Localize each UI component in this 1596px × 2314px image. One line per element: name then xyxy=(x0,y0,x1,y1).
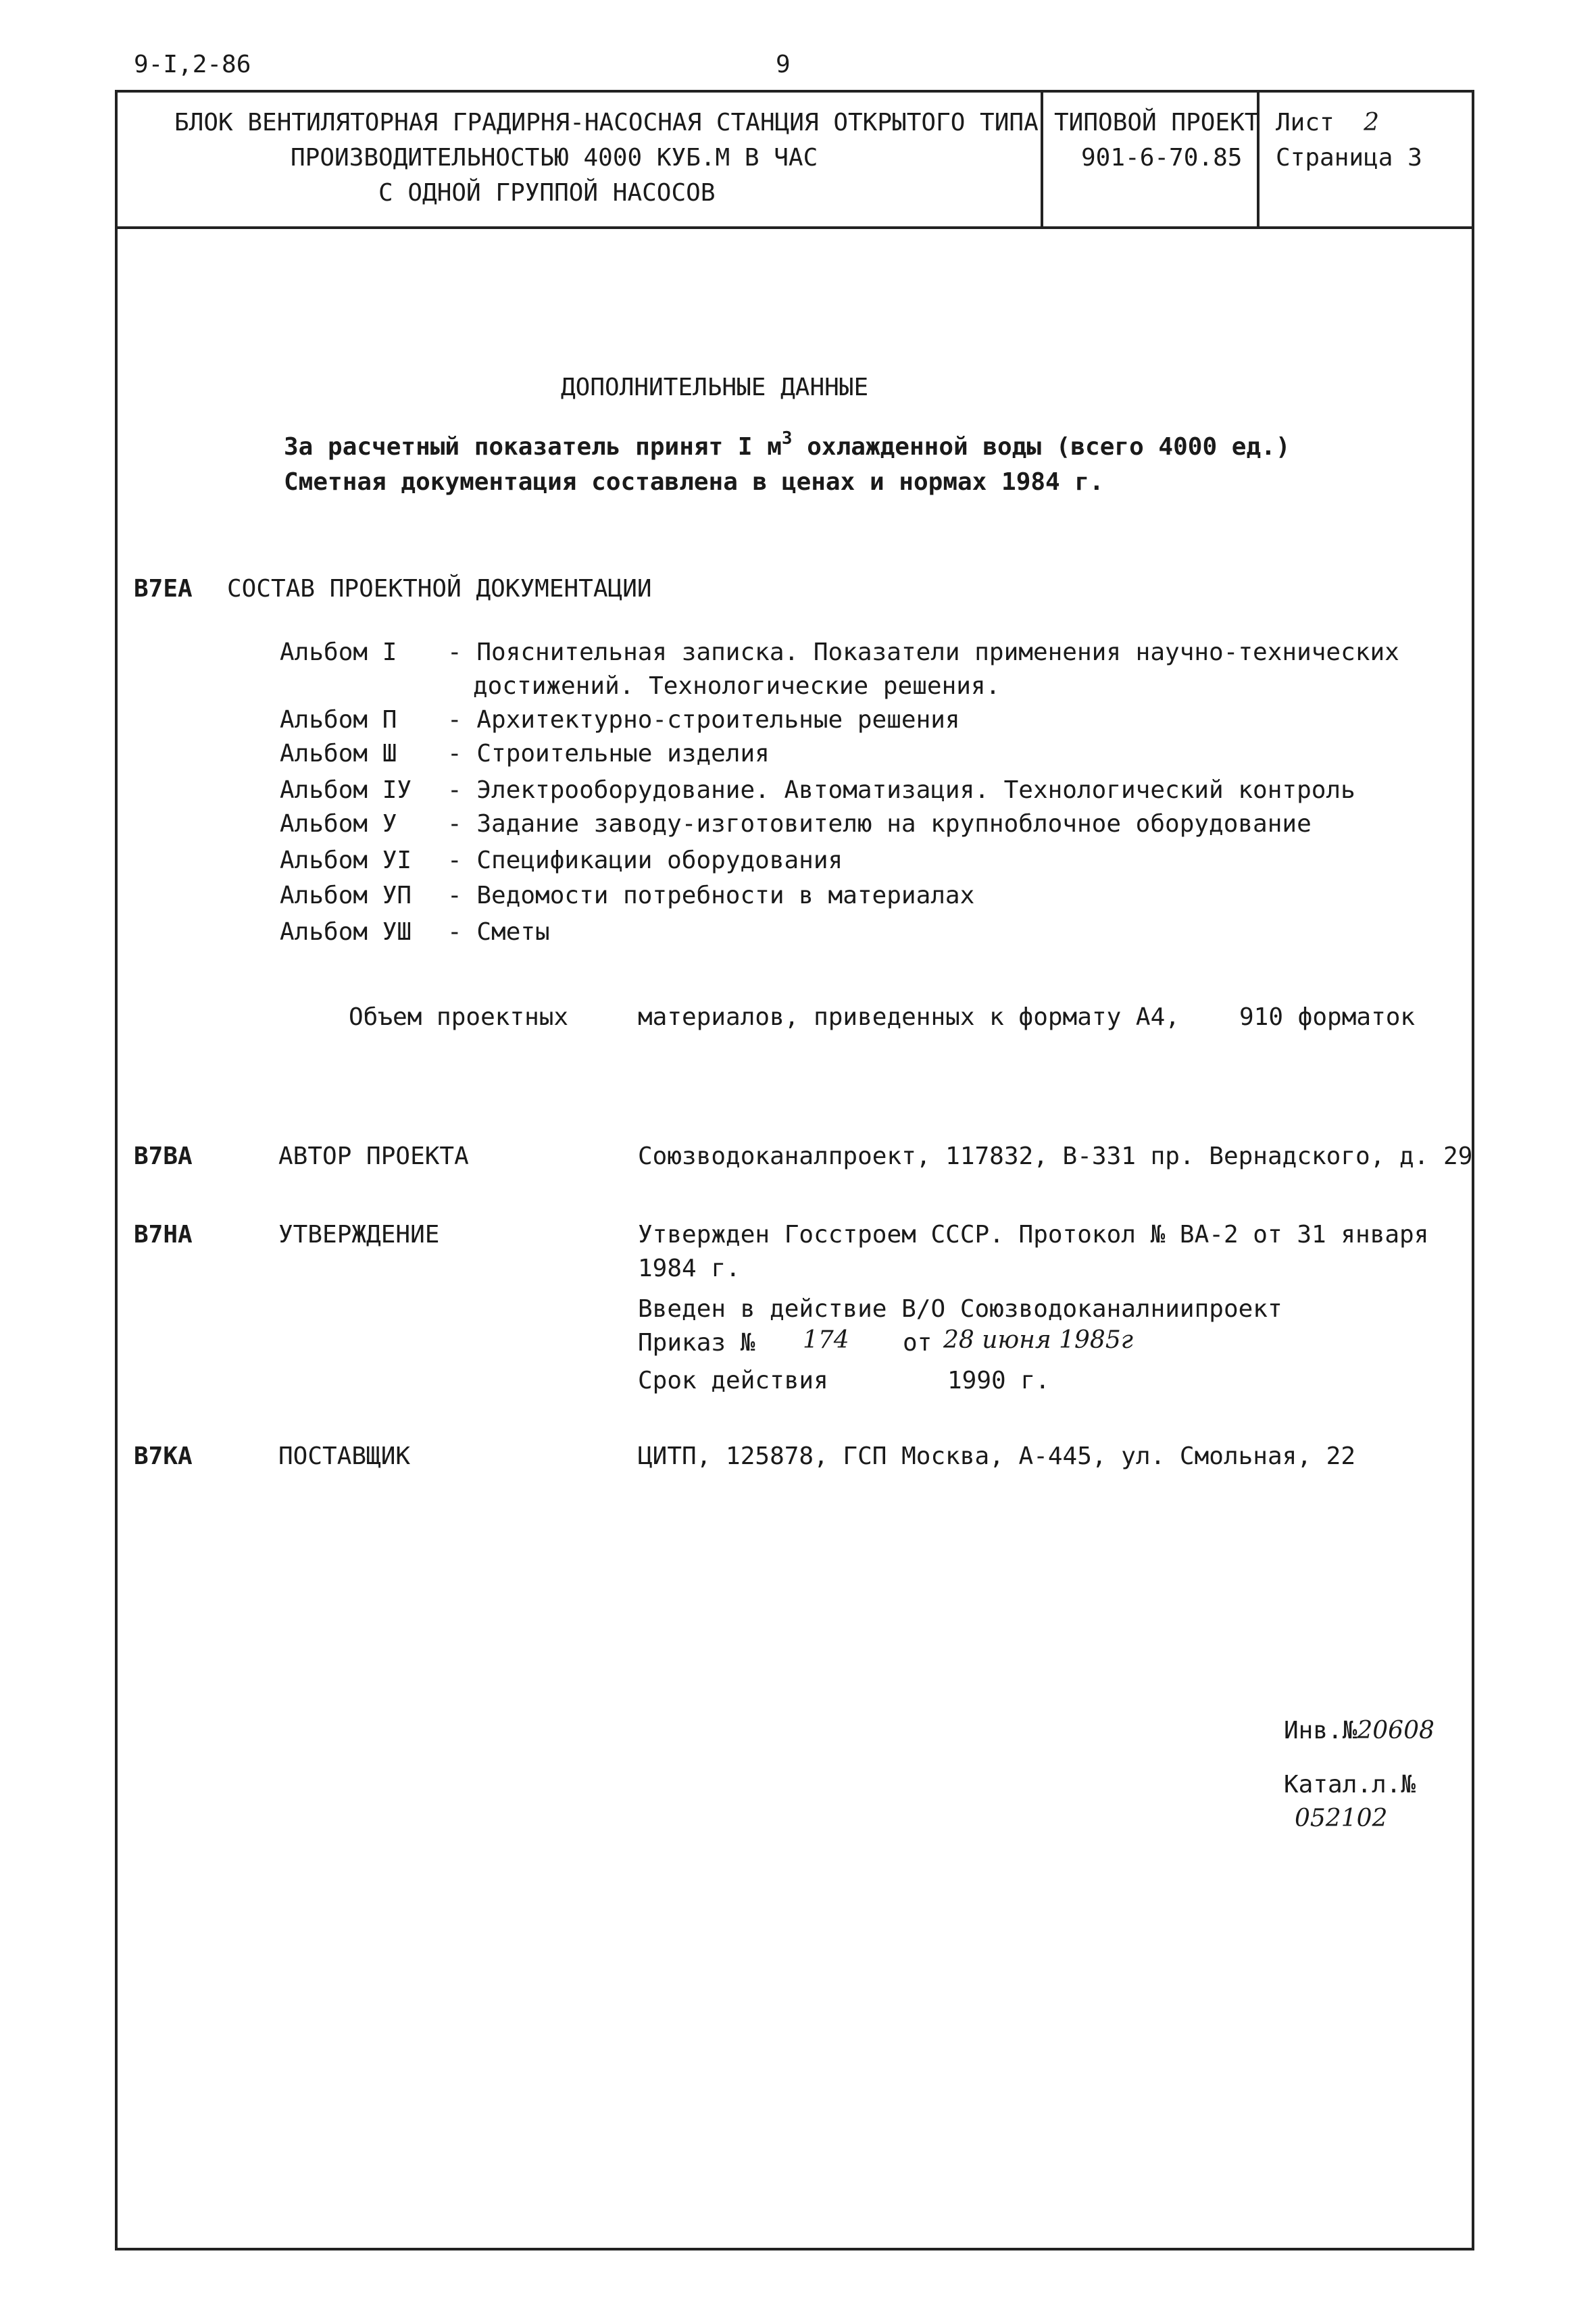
album-desc: - Строительные изделия xyxy=(447,740,770,768)
author-code: В7ВА xyxy=(134,1142,193,1170)
header-divider-left xyxy=(1041,90,1043,229)
page-number: 9 xyxy=(776,51,791,78)
composition-title: СОСТАВ ПРОЕКТНОЙ ДОКУМЕНТАЦИИ xyxy=(227,575,652,603)
album-desc: - Электрооборудование. Автоматизация. Технологический контроль xyxy=(447,776,1355,804)
project-label: ТИПОВОЙ ПРОЕКТ xyxy=(1054,109,1260,136)
album-desc: - Задание заводу-изготовителю на крупноблочное оборудование xyxy=(447,810,1312,838)
approval-line-2: 1984 г. xyxy=(638,1255,741,1282)
approval-code: В7НА xyxy=(134,1221,193,1249)
album-desc: - Ведомости потребности в материалах xyxy=(447,882,975,909)
sheet-label: Лист 2 xyxy=(1276,109,1379,136)
document-code: 9-I,2-86 xyxy=(134,51,251,78)
sheet-value: 2 xyxy=(1364,109,1379,136)
order-label: Приказ № xyxy=(638,1329,755,1357)
album-desc: - Сметы xyxy=(447,918,550,946)
term-value: 1990 г. xyxy=(947,1367,1050,1394)
album-desc: достижений. Технологические решения. xyxy=(473,672,1001,700)
term-label: Срок действия xyxy=(638,1367,828,1394)
approval-label: УТВЕРЖДЕНИЕ xyxy=(278,1221,440,1249)
additional-heading: ДОПОЛНИТЕЛЬНЫЕ ДАННЫЕ xyxy=(561,374,869,401)
inventory-label: Инв.№ xyxy=(1284,1717,1357,1744)
volume-label-part-1: Объем проектных xyxy=(349,1003,569,1031)
supplier-code: В7КА xyxy=(134,1442,193,1470)
inventory-value: 20608 xyxy=(1357,1717,1435,1744)
inventory-number xyxy=(1284,1716,1435,1746)
album-name: Альбом Ш xyxy=(280,740,397,768)
album-desc: - Пояснительная записка. Показатели применения научно-технических xyxy=(447,638,1399,666)
catalog-value: 052102 xyxy=(1295,1805,1388,1832)
author-value: Союзводоканалпроект, 117832, В-331 пр. Вернадского, д. 29 xyxy=(638,1142,1473,1170)
project-number: 901-6-70.85 xyxy=(1081,144,1243,172)
approval-line-3: Введен в действие В/О Союзводоканалниипроект xyxy=(638,1295,1282,1323)
supplier-value: ЦИТП, 125878, ГСП Москва, А-445, ул. Смольная, 22 xyxy=(638,1442,1356,1470)
header-title-line-3: С ОДНОЙ ГРУППОЙ НАСОСОВ xyxy=(378,179,716,207)
album-name: Альбом УП xyxy=(280,882,412,909)
order-number: 174 xyxy=(803,1326,849,1354)
album-name: Альбом П xyxy=(280,706,397,734)
album-name: Альбом УI xyxy=(280,847,412,874)
additional-line-2: Сметная документация составлена в ценах и нормах 1984 г. xyxy=(284,468,1104,496)
author-label: АВТОР ПРОЕКТА xyxy=(278,1142,469,1170)
supplier-label: ПОСТАВЩИК xyxy=(278,1442,411,1470)
order-date: 28 июня 1985г xyxy=(943,1326,1133,1354)
album-desc: - Архитектурно-строительные решения xyxy=(447,706,960,734)
volume-label-part-2: материалов, приведенных к формату А4, xyxy=(638,1003,1180,1031)
header-divider xyxy=(115,226,1474,229)
album-desc: - Спецификации оборудования xyxy=(447,847,843,874)
album-name: Альбом IУ xyxy=(280,776,412,804)
header-title-line-1: БЛОК ВЕНТИЛЯТОРНАЯ ГРАДИРНЯ-НАСОСНАЯ СТАНЦИЯ ОТКРЫТОГО ТИПА xyxy=(174,109,1039,136)
approval-line-1: Утвержден Госстроем СССР. Протокол № ВА-2 от 31 января xyxy=(638,1221,1429,1249)
additional-line-1: За расчетный показатель принят I $м^3$ охлажденной воды (всего 4000 ед.) xyxy=(284,428,1291,461)
album-name: Альбом УШ xyxy=(280,918,412,946)
album-name: Альбом I xyxy=(280,638,397,666)
header-title-line-2: ПРОИЗВОДИТЕЛЬНОСТЬЮ 4000 КУБ.М В ЧАС xyxy=(291,144,818,172)
order-from: от xyxy=(903,1329,932,1357)
volume-value: 910 форматок xyxy=(1239,1003,1416,1031)
composition-code: В7ЕА xyxy=(134,575,193,603)
page-label: Страница 3 xyxy=(1276,144,1422,172)
catalog-label: Катал.л.№ xyxy=(1284,1771,1416,1799)
album-name: Альбом У xyxy=(280,810,397,838)
